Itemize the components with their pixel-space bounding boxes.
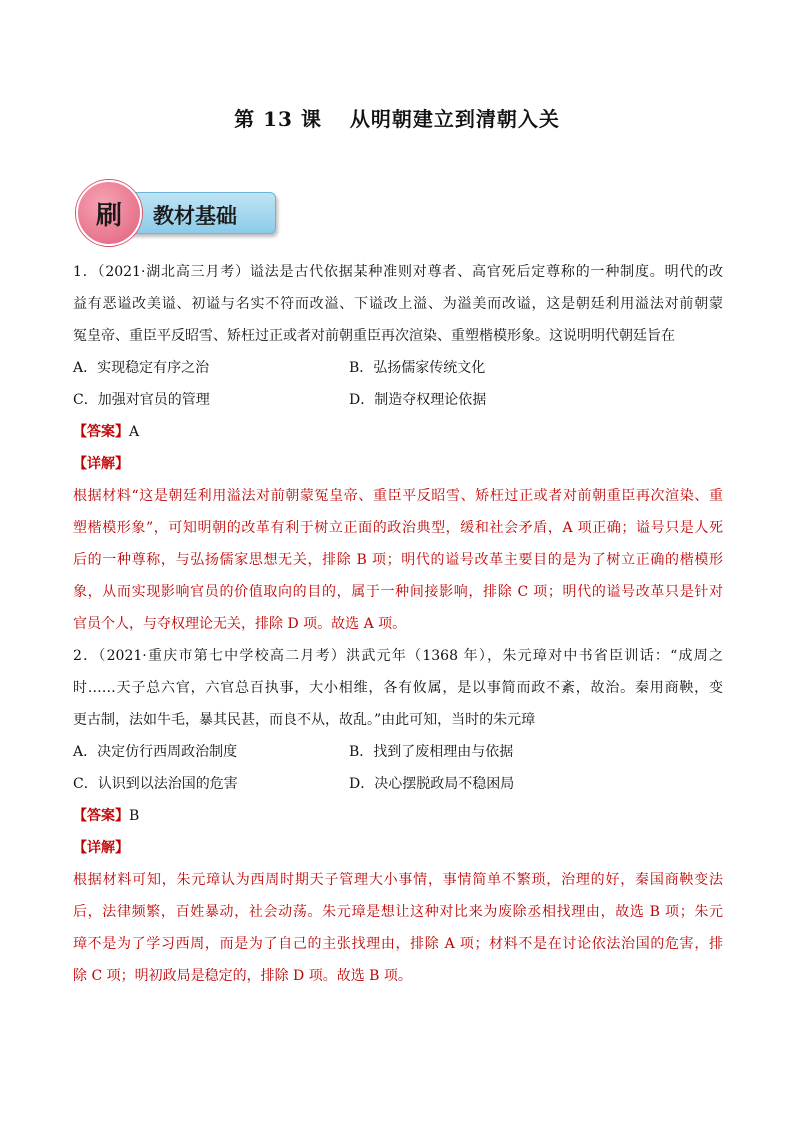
question-2-option-a: A．决定仿行西周政治制度 [73, 744, 238, 760]
question-1-stem-line-2: 益有恶谥改美谥、初谥与名实不符而改溢、下谥改上溢、为溢美而改谥，这是朝廷利用溢法对前朝蒙 [73, 296, 723, 312]
question-2-answer [73, 800, 723, 832]
question-2-stem-line-2: 时……天子总六官，六官总百执事，大小相维，各有攸属，是以事简而政不紊，故治。秦用商鞅，变 [73, 680, 723, 696]
question-1-stem-line-3: 冤皇帝、重臣平反昭雪、矫枉过正或者对前朝重臣再次渲染、重塑楷模形象。这说明明代朝廷旨在 [73, 328, 675, 344]
question-1-option-a: A．实现稳定有序之治 [73, 360, 210, 376]
question-2-options-row-2 [73, 768, 723, 800]
explanation-line: 璋不是为了学习西周，而是为了自己的主张找理由，排除 A 项；材料不是在讨论依法治国的危害，排 [73, 936, 723, 952]
question-2 [73, 640, 723, 992]
question-1-detail-label: 【详解】 [73, 456, 129, 472]
question-2-explanation [73, 864, 723, 992]
question-2-option-c: C．认识到以法治国的危害 [73, 776, 238, 792]
section-badge [76, 180, 142, 246]
question-2-detail-label: 【详解】 [73, 840, 129, 856]
question-list [73, 256, 723, 992]
question-1-answer [73, 416, 723, 448]
question-1-options-row-1 [73, 352, 723, 384]
question-2-stem-line-1: 2．（2021·重庆市第七中学校高二月考）洪武元年（1368 年），朱元璋对中书省臣训话：“成周之 [73, 648, 723, 664]
question-1-option-b: B．弘扬儒家传统文化 [349, 360, 486, 376]
lesson-name: 从明朝建立到清朝入关 [349, 107, 560, 131]
explanation-line: 塑楷模形象”，可知明朝的改革有利于树立正面的政治典型，缓和社会矛盾，A 项正确；谥号只是人死 [73, 520, 723, 536]
answer-label: 【答案】 [73, 808, 129, 824]
answer-value: B [129, 808, 140, 824]
question-2-option-d: D．决心摆脱政局不稳困局 [349, 776, 515, 792]
explanation-line: 象，从而实现影响官员的价值取向的目的，属于一种间接影响，排除 C 项；明代的谥号改革只是针对 [73, 584, 723, 600]
section-badge-text: 刷 [95, 200, 122, 231]
answer-label: 【答案】 [73, 424, 129, 440]
explanation-line: 官员个人，与夺权理论无关，排除 D 项。故选 A 项。 [73, 616, 407, 632]
question-1-explanation [73, 480, 723, 640]
question-1-stem-line-1: 1．（2021·湖北高三月考）谥法是古代依据某种准则对尊者、高官死后定尊称的一种制度。明代的改 [73, 264, 723, 280]
explanation-line: 后的一种尊称，与弘扬儒家思想无关，排除 B 项；明代的谥号改革主要目的是为了树立正确的楷模形 [73, 552, 723, 568]
explanation-line: 后，法律频繁，百姓暴动，社会动荡。朱元璋是想让这种对比来为废除丞相找理由，故选 B 项；朱元 [73, 904, 723, 920]
explanation-line: 根据材料可知，朱元璋认为西周时期天子管理大小事情，事情简单不繁琐，治理的好，秦国商鞅变法 [73, 872, 723, 888]
explanation-line: 除 C 项；明初政局是稳定的，排除 D 项。故选 B 项。 [73, 968, 412, 984]
question-2-options-row-1 [73, 736, 723, 768]
question-1-options-row-2 [73, 384, 723, 416]
question-2-stem-line-3: 更古制，法如牛毛，暴其民甚，而良不从，故乱。”由此可知，当时的朱元璋 [73, 712, 536, 728]
lesson-number: 第 13 课 [234, 107, 322, 131]
explanation-line: 根据材料“这是朝廷利用溢法对前朝蒙冤皇帝、重臣平反昭雪、矫枉过正或者对前朝重臣再次渲染、重 [73, 488, 723, 504]
section-banner [76, 180, 276, 244]
question-1-option-d: D．制造夺权理论依据 [349, 392, 487, 408]
question-2-option-b: B．找到了废相理由与依据 [349, 744, 514, 760]
section-label: 教材基础 [153, 203, 237, 228]
question-1-option-c: C．加强对官员的管理 [73, 392, 210, 408]
answer-value: A [129, 424, 140, 440]
page-title [0, 103, 794, 132]
question-1 [73, 256, 723, 640]
